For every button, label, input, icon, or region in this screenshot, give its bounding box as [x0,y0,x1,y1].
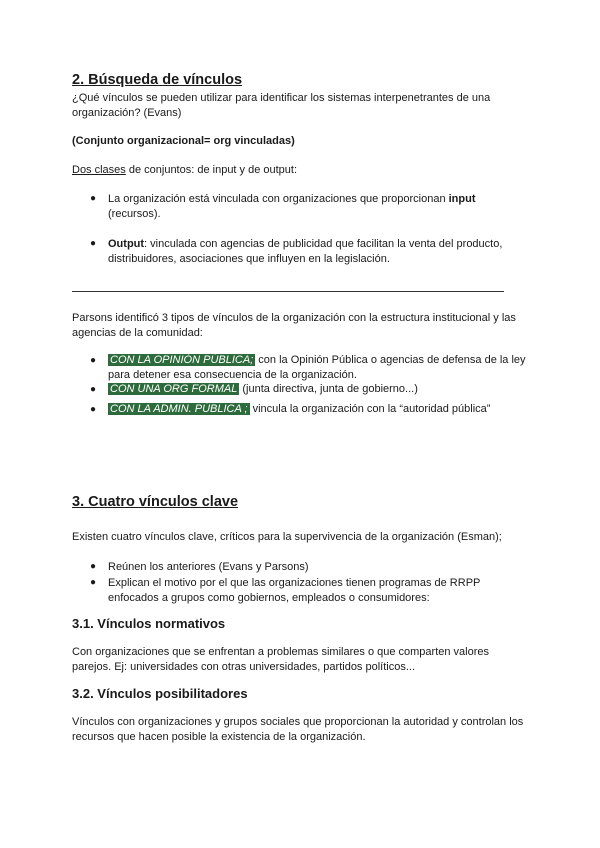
bullet-icon: ● [90,577,97,588]
dos-clases-underlined: Dos clases [72,164,126,176]
parsons-item-1-line-1 [108,352,526,368]
dos-clases-rest: de conjuntos: de input y de output: [125,164,298,176]
section-3-title: 3. Cuatro vínculos clave [72,494,239,510]
section-2-title: 2. Búsqueda de vínculos [72,72,243,88]
highlight-admin-publica: CON LA ADMIN. PÚBLICA ; [110,403,248,415]
input-bullet-text: La organización está vinculada con organizaciones que proporcionan [108,193,449,205]
parsons-item-3-text: vincula la organización con la “autoridad pública” [249,403,491,415]
parsons-item-3 [108,401,490,417]
subsection-3-1-line-1: Con organizaciones que se enfrentan a problemas similares o que comparten valores [72,646,490,658]
output-bold: Output [108,238,145,250]
bullet-icon: ● [90,404,97,415]
conjunto-note: (Conjunto organizacional= org vinculadas) [72,135,295,147]
parsons-item-1-text: con la Opinión Pública o agencias de defensa de la ley [255,354,526,366]
parsons-item-2-text: (junta directiva, junta de gobierno...) [239,383,418,395]
output-bullet-text: : vinculada con agencias de publicidad que facilitan la venta del producto, [144,238,503,250]
parsons-line-1: Parsons identificó 3 tipos de vínculos de la organización con la estructura institucional y las [72,312,516,324]
section-3-bullet-2-line-2: enfocados a grupos como gobiernos, empleados o consumidores: [108,592,430,604]
subsection-3-2-line-2: recursos que hacen posible la existencia de la organización. [72,731,366,743]
bullet-icon: ● [90,238,97,249]
subsection-3-2-line-1: Vínculos con organizaciones y grupos sociales que proporcionan la autoridad y controlan los [72,716,524,728]
highlight-org-formal: CON UNA ORG FORMAL [110,383,238,395]
output-bullet-line-2: distribuidores, asociaciones que influyen en la legislación. [108,253,390,265]
parsons-item-2 [108,381,418,397]
bullet-icon: ● [90,561,97,572]
input-bullet-line-2: (recursos). [108,208,161,220]
question-line-2: organización? (Evans) [72,107,182,119]
output-bullet-line-1 [108,236,502,252]
section-3-intro: Existen cuatro vínculos clave, críticos para la supervivencia de la organización (Esman); [72,531,502,543]
parsons-line-2: agencias de la comunidad: [72,327,203,339]
bullet-icon: ● [90,355,97,366]
divider [72,291,504,292]
parsons-item-1-line-2: para detener esa consecuencia de la organización. [108,369,357,381]
bullet-icon: ● [90,193,97,204]
subsection-3-2-title: 3.2. Vínculos posibilitadores [72,686,248,701]
dos-clases-line [72,162,297,178]
subsection-3-1-line-2: parejos. Ej: universidades con otras universidades, partidos políticos... [72,661,416,673]
input-bold: input [448,193,476,205]
subsection-3-1-title: 3.1. Vínculos normativos [72,616,226,631]
highlight-opinion-publica: CON LA OPINIÓN PÚBLICA; [110,354,254,366]
input-bullet-line-1 [108,191,476,207]
section-3-bullet-1: Reúnen los anteriores (Evans y Parsons) [108,561,309,573]
section-3-bullet-2-line-1: Explican el motivo por el que las organizaciones tienen programas de RRPP [108,577,481,589]
question-line-1: ¿Qué vínculos se pueden utilizar para identificar los sistemas interpenetrantes de una [72,92,491,104]
bullet-icon: ● [90,384,97,395]
